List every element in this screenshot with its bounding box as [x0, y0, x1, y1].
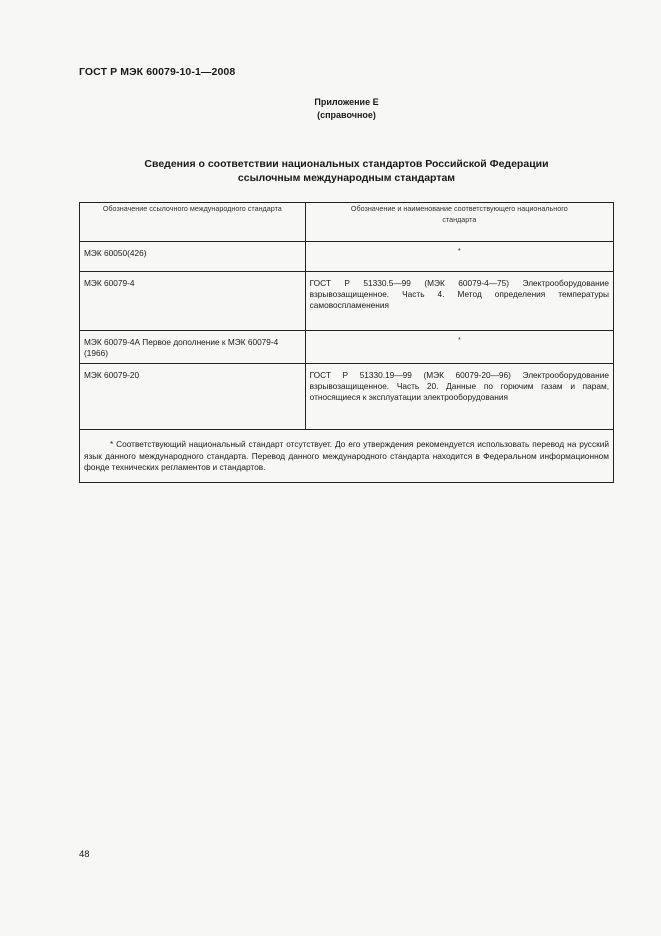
table-row: [80, 242, 614, 272]
table-row: [80, 272, 614, 331]
standard-header: ГОСТ Р МЭК 60079-10-1—2008: [79, 66, 236, 78]
header-international: [80, 203, 306, 242]
cell-national: ГОСТ Р 51330.19—99 (МЭК 60079-20—96) Электрооборудование взрывозащищенное. Часть 20. Данные по горючим газам и парам, относящиеся к эксплуатации электрооборудования: [305, 364, 613, 430]
header-international-text: Обозначение ссылочного международного стандарта: [102, 204, 282, 213]
footnote: [80, 430, 614, 483]
footnote-text: * Соответствующий национальный стандарт отсутствует. До его утверждения рекомендуется использовать перевод на русский язык данного международного стандарта. Перевод данного международного стандарта находится в Федеральном информационном фонде технических регламентов и стандартов.: [84, 439, 609, 472]
header-national: [305, 203, 613, 242]
appendix-label: Приложение Е: [314, 97, 379, 107]
footnote-row: [80, 430, 614, 483]
document-title: [0, 157, 661, 185]
cell-international: МЭК 60050(426): [80, 242, 306, 272]
cell-national: *: [305, 331, 613, 364]
table-row: [80, 364, 614, 430]
cell-national: *: [305, 242, 613, 272]
table-row: [80, 331, 614, 364]
title-line-2: ссылочным международным стандартам: [237, 172, 456, 184]
title-line-1: Сведения о соответствии национальных стандартов Российской Федерации: [144, 158, 549, 170]
cell-international: МЭК 60079-4А Первое дополнение к МЭК 60079-4 (1966): [80, 331, 306, 364]
appendix-heading: [0, 96, 661, 122]
correspondence-table: [79, 202, 614, 483]
cell-national: ГОСТ Р 51330.5—99 (МЭК 60079-4—75) Электрооборудование взрывозащищенное. Часть 4. Метод определения температуры самовоспламенения: [305, 272, 613, 331]
appendix-type: (справочное): [317, 110, 376, 120]
header-national-text: Обозначение и наименование соответствующего национального стандарта: [350, 204, 568, 224]
cell-international: МЭК 60079-20: [80, 364, 306, 430]
table-header-row: [80, 203, 614, 242]
page-number: 48: [79, 849, 90, 860]
cell-international: МЭК 60079-4: [80, 272, 306, 331]
